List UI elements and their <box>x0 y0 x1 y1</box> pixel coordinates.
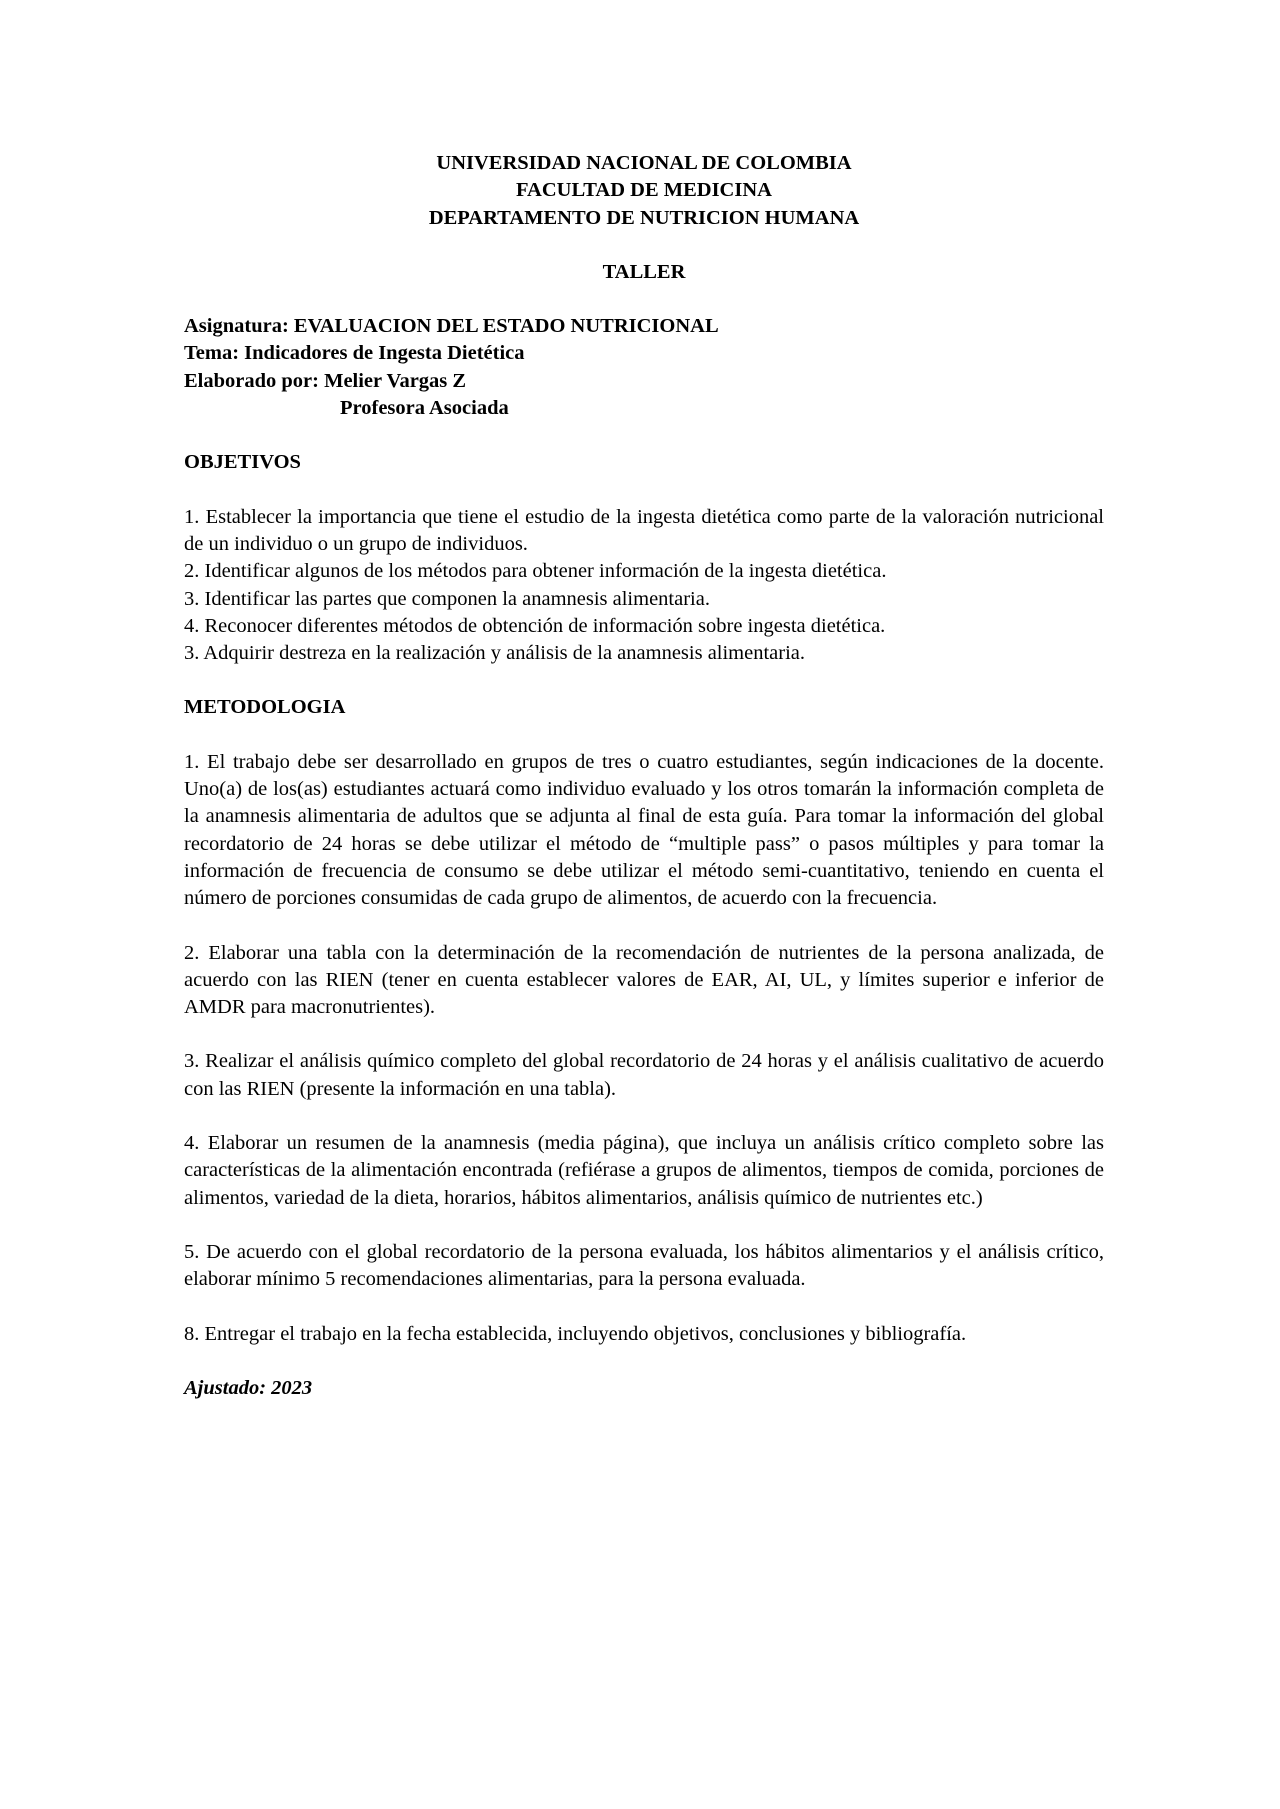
methodology-heading: METODOLOGIA <box>184 696 346 719</box>
document-type-title: TALLER <box>602 260 686 283</box>
methodology-item: 1. El trabajo debe ser desarrollado en grupos de tres o cuatro estudiantes, según indicaciones de la docente. Uno(a) de los(as) estudiantes actuará como individuo evaluado y los otros tomarán la información completa de la anamnesis alimentaria de adultos que se adjunta al final de esta guía. Para tomar la información del global recordatorio de 24 horas se debe utilizar el método de “multiple pass” o pasos múltiples y para tomar la información de frecuencia de consumo se debe utilizar el método semi-cuantitativo, teniendo en cuenta el número de porciones consumidas de cada grupo de alimentos, de acuerdo con la frecuencia. <box>184 750 1104 910</box>
course-metadata <box>184 313 1104 422</box>
methodology-item: 5. De acuerdo con el global recordatorio de la persona evaluada, los hábitos alimentarios y el análisis crítico, elaborar mínimo 5 recomendaciones alimentarias, para la persona evaluada. <box>184 1240 1104 1291</box>
objectives-heading: OBJETIVOS <box>184 451 301 474</box>
subject-line: Asignatura: EVALUACION DEL ESTADO NUTRICIONAL <box>184 315 719 338</box>
institution-header <box>184 150 1104 232</box>
author-title: Profesora Asociada <box>340 397 509 420</box>
university-name: UNIVERSIDAD NACIONAL DE COLOMBIA <box>436 152 852 174</box>
methodology-list <box>184 749 1104 1348</box>
objective-item: 1. Establecer la importancia que tiene el estudio de la ingesta dietética como parte de la valoración nutricional de un individuo o un grupo de individuos. <box>184 505 1104 555</box>
methodology-item: 3. Realizar el análisis químico completo del global recordatorio de 24 horas y el análisis cualitativo de acuerdo con las RIEN (presente la información en una tabla). <box>184 1050 1104 1100</box>
methodology-item: 8. Entregar el trabajo en la fecha establecida, incluyendo objetivos, conclusiones y bibliografía. <box>184 1322 967 1345</box>
objective-item: 3. Identificar las partes que componen la anamnesis alimentaria. <box>184 587 710 610</box>
methodology-item: 4. Elaborar un resumen de la anamnesis (media página), que incluya un análisis crítico completo sobre las características de la alimentación encontrada (refiérase a grupos de alimentos, tiempos de comida, porciones de alimentos, variedad de la dieta, horarios, hábitos alimentarios, análisis químico de nutrientes etc.) <box>184 1132 1104 1209</box>
department-name: DEPARTAMENTO DE NUTRICION HUMANA <box>428 206 860 229</box>
methodology-item: 2. Elaborar una tabla con la determinación de la recomendación de nutrientes de la persona analizada, de acuerdo con las RIEN (tener en cuenta establecer valores de EAR, AI, UL, y límites superior e inferior de AMDR para macronutrientes). <box>184 941 1104 1019</box>
adjusted-year-note: Ajustado: 2023 <box>184 1376 313 1399</box>
document-page <box>184 150 1104 1402</box>
objective-item: 4. Reconocer diferentes métodos de obtención de información sobre ingesta dietética. <box>184 614 886 637</box>
objective-item: 2. Identificar algunos de los métodos para obtener información de la ingesta dietética. <box>184 560 887 583</box>
objective-item: 3. Adquirir destreza en la realización y análisis de la anamnesis alimentaria. <box>184 642 806 665</box>
topic-line: Tema: Indicadores de Ingesta Dietética <box>184 342 525 365</box>
author-line: Elaborado por: Melier Vargas Z <box>184 369 467 392</box>
faculty-name: FACULTAD DE MEDICINA <box>516 179 772 202</box>
objectives-list <box>184 504 1104 668</box>
